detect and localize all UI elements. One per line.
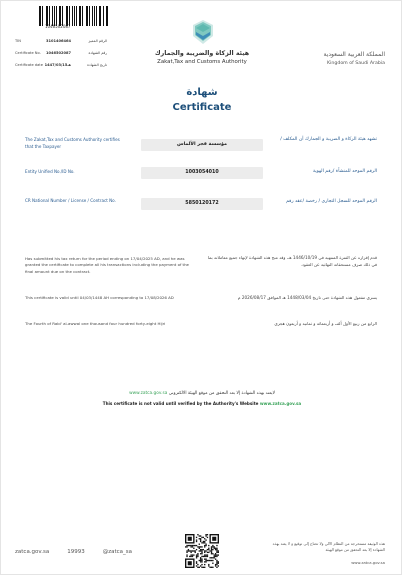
qr-module [186, 550, 187, 551]
qr-module [214, 557, 215, 558]
qr-module [193, 550, 194, 551]
meta-cert-no-label-ar: رقم الشهادة [88, 51, 107, 55]
qr-module [214, 546, 215, 547]
verify-text-en: This certificate is not valid until verified by the Authority's Website [102, 401, 259, 406]
taxpayer-value: مؤسسة فجر الألماس [141, 139, 263, 151]
qr-module [197, 546, 198, 547]
qr-module [212, 537, 216, 541]
qr-module [205, 558, 206, 559]
barcode [39, 6, 109, 26]
qr-module [203, 537, 204, 538]
qr-module [192, 546, 193, 547]
meta-cert-no-value: 1046502087 [45, 51, 71, 55]
qr-module [204, 564, 205, 565]
certificate-meta [15, 35, 107, 71]
qr-module [207, 554, 208, 555]
qr-module [204, 538, 205, 539]
qr-module [197, 567, 198, 568]
qr-module [199, 544, 200, 545]
kingdom-name-ar: المملكة العربية السعودية [323, 51, 385, 58]
qr-module [216, 550, 217, 551]
authority-name-en: Zakat,Tax and Customs Authority [157, 59, 247, 65]
qr-module [208, 545, 209, 546]
qr-module [195, 552, 196, 553]
qr-module [200, 561, 201, 562]
qr-module [209, 550, 210, 551]
qr-module [201, 553, 202, 554]
body-paragraph-3-ar: الرابع من ربيع الأول ألف و أربعمائة و ثمانية و أربعون هجري [274, 321, 377, 326]
qr-module [201, 561, 202, 562]
qr-module [196, 561, 197, 562]
footer-note-ar: هذه الوثيقة مستخرجة من النظام الآلي ولا تحتاج إلى توقيع و لا يعتد بهذه الشهادة إلا بعد التحقق من موقع الهيئة [272, 541, 385, 553]
qr-module [200, 557, 201, 558]
qr-module [201, 550, 202, 551]
certificate-title-en: Certificate [172, 102, 232, 113]
qr-module [188, 550, 189, 551]
verify-text-ar: لايعتد بهذه الشهادة إلا بعد التحقق من موقع الهيئة الالكتروني [168, 391, 275, 396]
zatca-logo-icon [192, 19, 214, 45]
qr-module [218, 550, 219, 551]
qr-module [201, 556, 202, 557]
qr-module [201, 558, 202, 559]
footer-phone: 19993 [67, 549, 85, 555]
verify-link-ar[interactable]: www.zatca.gov.sa [129, 391, 168, 396]
qr-module [186, 545, 187, 546]
qr-module [192, 554, 193, 555]
qr-module [190, 552, 191, 553]
meta-cert-date-value: 1447/03/15هـ [44, 63, 71, 67]
qr-module [211, 546, 212, 547]
qr-module [212, 549, 213, 550]
body-paragraph-1-en: Has submitted his tax return for the period ending on 17/04/2025 AD, and he was granted the certificate to complete all his transactions including the payment of the final amount due on the contract. [25, 256, 189, 274]
qr-module [186, 556, 187, 557]
qr-module [215, 549, 216, 550]
meta-row-cert-no [15, 47, 107, 59]
meta-tin-label-ar: الرقم المميز [88, 39, 107, 43]
qr-module [196, 541, 197, 542]
qr-module [200, 565, 201, 566]
qr-module [207, 537, 208, 538]
qr-module [204, 561, 205, 562]
qr-module [205, 556, 206, 557]
qr-module [195, 545, 196, 546]
qr-module [215, 554, 216, 555]
footer-contacts [15, 549, 132, 555]
qr-module [196, 549, 197, 550]
qr-module [199, 560, 200, 561]
qr-module [216, 554, 217, 555]
qr-module [214, 554, 215, 555]
qr-module [208, 552, 209, 553]
qr-module [203, 567, 204, 568]
qr-module [200, 550, 201, 551]
cr-value: 5850120172 [141, 198, 263, 210]
qr-module [197, 534, 198, 535]
qr-module [200, 553, 201, 554]
meta-row-tin [15, 35, 107, 47]
qr-module [196, 554, 197, 555]
qr-module [196, 537, 197, 538]
qr-module [196, 545, 197, 546]
qr-module [204, 554, 205, 555]
qr-module [218, 552, 219, 553]
qr-module [200, 538, 201, 539]
qr-module [216, 549, 217, 550]
entity-id-value: 1003054010 [141, 167, 263, 179]
authority-name-ar: هيئة الزكاة والضريبة والجمارك [154, 50, 250, 57]
qr-module [215, 558, 216, 559]
meta-cert-no-label-en: Certificate No. [15, 51, 41, 55]
qr-module [205, 535, 206, 536]
qr-module [208, 564, 209, 565]
verify-notice-en [1, 401, 402, 406]
qr-module [211, 549, 212, 550]
qr-module [201, 537, 202, 538]
qr-module [190, 545, 191, 546]
qr-module [211, 560, 212, 561]
meta-tin-label-en: TIN [15, 39, 21, 43]
meta-row-cert-date [15, 59, 107, 71]
qr-module [218, 565, 219, 566]
qr-module [211, 567, 212, 568]
qr-module [201, 560, 202, 561]
qr-module [212, 545, 213, 546]
qr-module [208, 560, 209, 561]
qr-module [204, 556, 205, 557]
qr-module [197, 564, 198, 565]
qr-module [211, 552, 212, 553]
qr-module [190, 556, 191, 557]
entity-id-label-ar: الرقم الموحد للمنشأة /رقم الهوية [312, 169, 377, 174]
qr-module [193, 548, 194, 549]
qr-module [215, 556, 216, 557]
qr-module [207, 556, 208, 557]
qr-module [207, 549, 208, 550]
qr-module [216, 556, 217, 557]
footer-social[interactable]: @zatca_sa [102, 549, 133, 555]
qr-module [203, 549, 204, 550]
qr-module [190, 550, 191, 551]
verify-notice-ar [1, 391, 402, 396]
qr-module [211, 548, 212, 549]
qr-module [205, 544, 206, 545]
cr-label-ar: الرقم الموحد للسجل التجاري / رخصة /عقد رقم [286, 199, 377, 204]
qr-module [216, 552, 217, 553]
qr-module [200, 558, 201, 559]
qr-module [211, 553, 212, 554]
qr-module [200, 541, 201, 542]
qr-module [186, 554, 187, 555]
qr-module [204, 550, 205, 551]
qr-module [203, 556, 204, 557]
meta-tin-value: 3101406464 [45, 39, 71, 43]
qr-module [212, 546, 213, 547]
body-paragraph-1-ar: قدم إقراره عن الفترة المنتهية في 1446/10/19 هـ، وقد منح هذه الشهادة لإنهاء جميع معاملاته بما في ذلك صرف مستحقاته النهائية عن العقود. [207, 255, 377, 267]
qr-module [212, 567, 213, 568]
qr-module [215, 548, 216, 549]
qr-module [214, 556, 215, 557]
qr-module [193, 545, 194, 546]
qr-module [212, 557, 213, 558]
qr-module [199, 548, 200, 549]
qr-module [200, 549, 201, 550]
qr-module [216, 560, 217, 561]
qr-module [216, 567, 217, 568]
qr-module [205, 554, 206, 555]
qr-module [205, 545, 206, 546]
qr-module [204, 541, 205, 542]
qr-module [218, 563, 219, 564]
qr-module [216, 548, 217, 549]
qr-module [208, 549, 209, 550]
meta-cert-date-label-en: Certificate date [15, 63, 43, 67]
qr-module [186, 546, 187, 547]
qr-module [199, 546, 200, 547]
qr-module [212, 553, 213, 554]
qr-module [200, 539, 201, 540]
qr-module [196, 565, 197, 566]
qr-module [200, 546, 201, 547]
qr-module [204, 567, 205, 568]
qr-module [199, 550, 200, 551]
qr-module [208, 548, 209, 549]
qr-module [211, 550, 212, 551]
qr-module [201, 564, 202, 565]
qr-module [189, 556, 190, 557]
qr-module [214, 548, 215, 549]
qr-module [196, 557, 197, 558]
body-paragraph-2-ar: يسري مفعول هذه الشهادة حتى تاريخ 1448/03/04 هـ الموافق 2026/08/17 م [237, 295, 377, 300]
body-paragraph-2-en: This certificate is valid until 04/03/1448 AH corresponding to 17/08/2026 AD [25, 295, 174, 300]
qr-code-icon [185, 534, 219, 568]
qr-module [188, 549, 189, 550]
qr-module [197, 553, 198, 554]
qr-module [188, 537, 192, 541]
qr-module [209, 560, 210, 561]
qr-module [209, 567, 210, 568]
certificate-title-ar: شهادة [186, 87, 218, 98]
taxpayer-label-en: The Zakat,Tax and Customs Authority certifies that the Taxpayer [25, 137, 120, 149]
qr-module [192, 550, 193, 551]
qr-module [190, 546, 191, 547]
qr-module [196, 539, 197, 540]
entity-id-label-en: Entity Unified No./ID No. [25, 169, 75, 174]
qr-module [193, 554, 194, 555]
meta-cert-date-label-ar: تاريخ الشهادة [87, 63, 107, 67]
footer-url-ar[interactable]: www.zatca.gov.sa [351, 560, 385, 565]
kingdom-name-en: Kingdom of Saudi Arabia [327, 61, 385, 66]
qr-module [196, 563, 197, 564]
qr-module [207, 534, 208, 535]
qr-module [200, 535, 201, 536]
qr-module [188, 561, 192, 565]
qr-module [200, 560, 201, 561]
qr-module [205, 550, 206, 551]
qr-module [204, 558, 205, 559]
qr-module [197, 556, 198, 557]
cr-label-en: CR National Number / License / Contract No. [25, 198, 116, 203]
qr-module [192, 556, 193, 557]
qr-module [189, 545, 190, 546]
qr-module [201, 549, 202, 550]
qr-module [218, 561, 219, 562]
qr-module [215, 565, 216, 566]
qr-module [199, 538, 200, 539]
qr-module [215, 553, 216, 554]
qr-module [201, 552, 202, 553]
qr-module [216, 563, 217, 564]
qr-module [216, 561, 217, 562]
qr-module [212, 560, 213, 561]
qr-module [205, 560, 206, 561]
qr-module [192, 545, 193, 546]
qr-module [216, 564, 217, 565]
qr-module [212, 563, 213, 564]
qr-module [201, 546, 202, 547]
qr-module [204, 552, 205, 553]
qr-module [207, 552, 208, 553]
qr-module [204, 542, 205, 543]
qr-module [203, 541, 204, 542]
qr-module [188, 545, 189, 546]
qr-module [216, 545, 217, 546]
qr-module [199, 535, 200, 536]
qr-module [218, 554, 219, 555]
qr-module [203, 542, 204, 543]
qr-module [195, 550, 196, 551]
qr-module [208, 565, 209, 566]
qr-module [201, 567, 202, 568]
qr-module [196, 556, 197, 557]
qr-module [185, 546, 186, 547]
qr-module [199, 567, 200, 568]
qr-module [209, 557, 210, 558]
barcode-number: 1046502087 [45, 24, 71, 29]
qr-module [201, 542, 202, 543]
qr-module [211, 557, 212, 558]
footer-website[interactable]: zatca.gov.sa [15, 549, 50, 555]
taxpayer-label-ar: تشهد هيئة الزكاة و الضريبة و الجمارك أن المكلف / [280, 137, 377, 142]
qr-module [205, 561, 206, 562]
verify-link-en[interactable]: www.zatca.gov.sa [259, 401, 302, 406]
body-paragraph-3-en: The Fourth of Rabi' al-awwal one thousand four hundred forty-eight Hijri [25, 321, 166, 326]
qr-module [189, 550, 190, 551]
qr-module [190, 554, 191, 555]
qr-module [186, 552, 187, 553]
qr-module [207, 560, 208, 561]
qr-module [205, 539, 206, 540]
qr-module [204, 545, 205, 546]
qr-module [197, 554, 198, 555]
qr-module [204, 546, 205, 547]
qr-module [205, 534, 206, 535]
qr-module [215, 564, 216, 565]
